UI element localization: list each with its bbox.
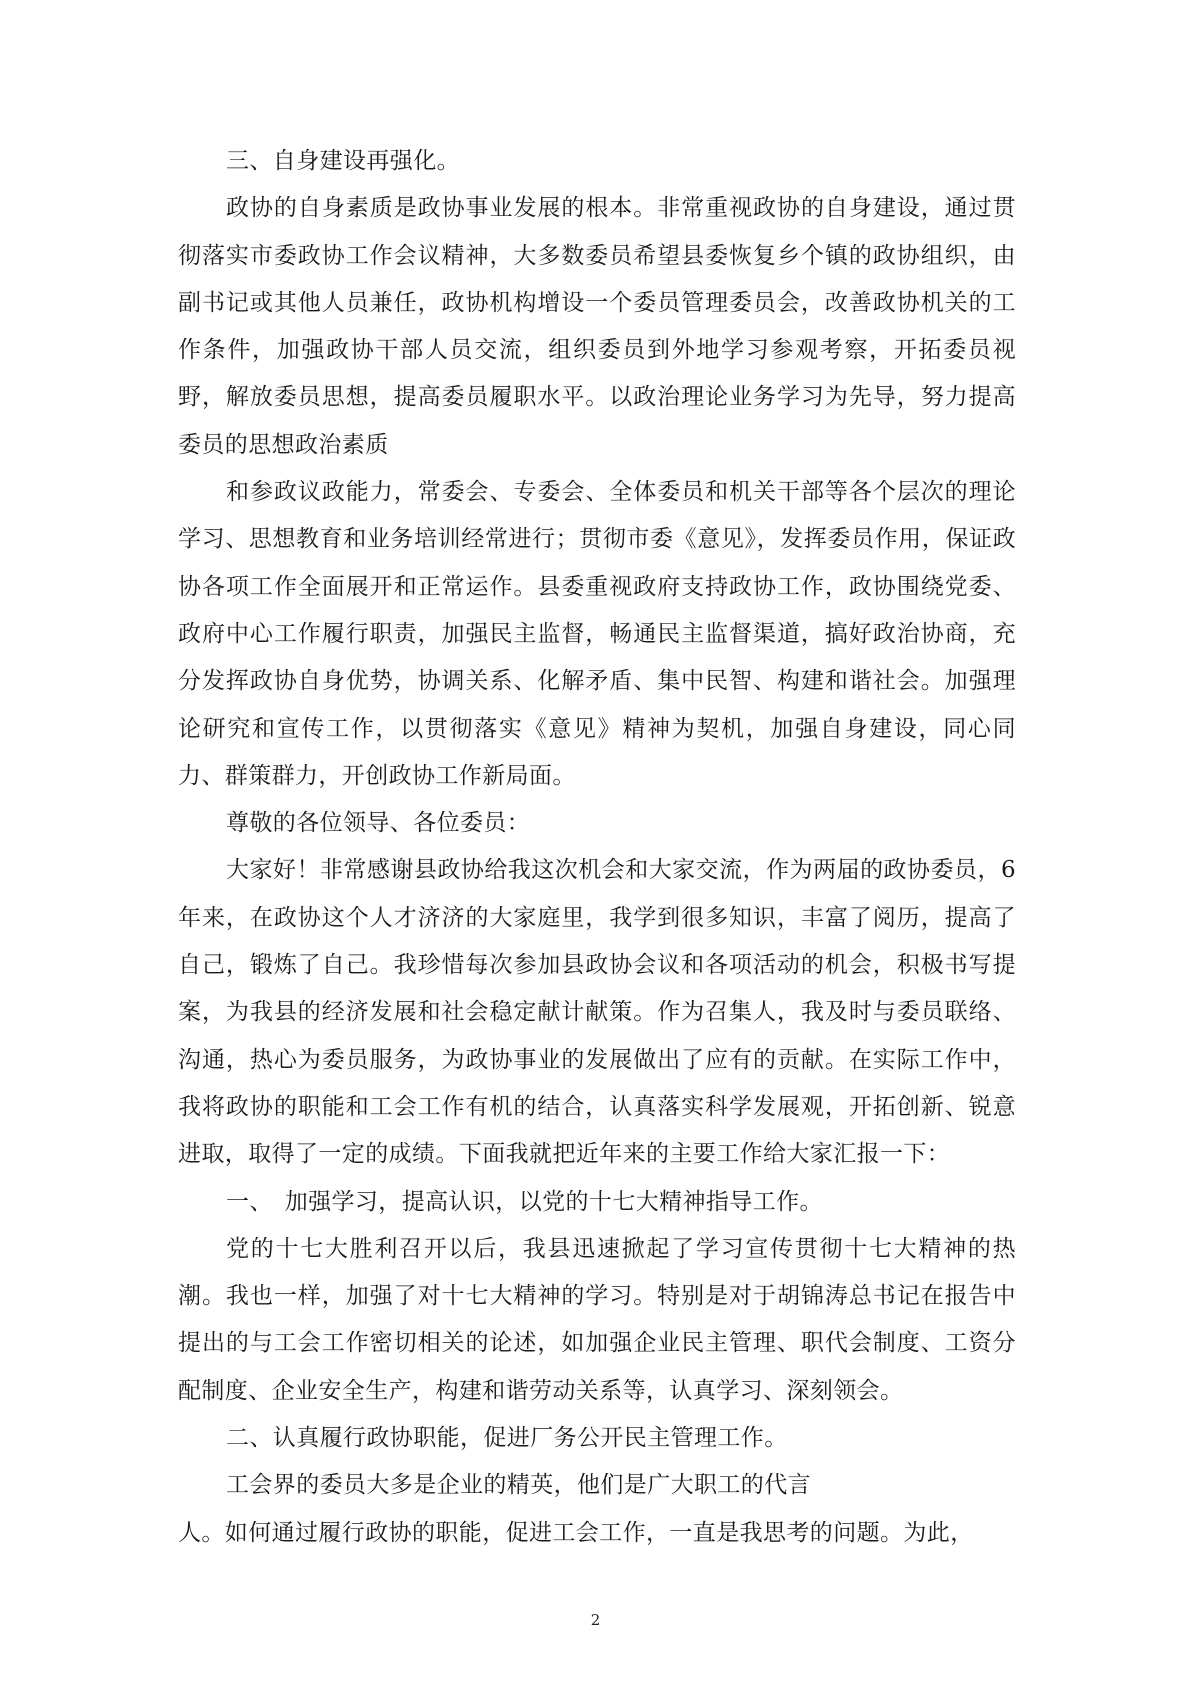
paragraph: 和参政议政能力，常委会、专委会、全体委员和机关干部等各个层次的理论学习、思想教育和业务培训经常进行；贯彻市委《意见》，发挥委员作用，保证政协各项工作全面展开和正常运作。县委重视政府支持政协工作，政协围绕党委、政府中心工作履行职责，加强民主监督，畅通民主监督渠道，搞好政治协商，充分发挥政协自身优势，协调关系、化解矛盾、集中民智、构建和谐社会。加强理论研究和宣传工作，以贯彻落实《意见》精神为契机，加强自身建设，同心同力、群策群力，开创政协工作新局面。 [178, 479, 1016, 789]
paragraph-continued: 人。如何通过履行政协的职能，促进工会工作，一直是我思考的问题。为此， [178, 1519, 974, 1546]
paragraph: 工会界的委员大多是企业的精英，他们是广大职工的代言 [226, 1472, 811, 1499]
section-heading-1: 一、 加强学习，提高认识，以党的十七大精神指导工作。 [226, 1188, 823, 1215]
paragraph: 大家好！非常感谢县政协给我这次机会和大家交流，作为两届的政协委员，6年来，在政协这个人才济济的大家庭里，我学到很多知识，丰富了阅历，提高了自己，锻炼了自己。我珍惜每次参加县政协会议和各项活动的机会，积极书写提案，为我县的经济发展和社会稳定献计献策。作为召集人，我及时与委员联络、沟通，热心为委员服务，为政协事业的发展做出了应有的贡献。在实际工作中，我将政协的职能和工会工作有机的结合，认真落实科学发展观，开拓创新、锐意进取，取得了一定的成绩。下面我就把近年来的主要工作给大家汇报一下： [178, 857, 1016, 1168]
document-body [178, 138, 1016, 1557]
paragraph: 政协的自身素质是政协事业发展的根本。非常重视政协的自身建设，通过贯彻落实市委政协工作会议精神，大多数委员希望县委恢复乡个镇的政协组织，由副书记或其他人员兼任，政协机构增设一个委员管理委员会，改善政协机关的工作条件，加强政协干部人员交流，组织委员到外地学习参观考察，开拓委员视野，解放委员思想，提高委员履职水平。以政治理论业务学习为先导，努力提高委员的思想政治素质 [178, 195, 1016, 458]
section-heading-2: 二、认真履行政协职能，促进厂务公开民主管理工作。 [226, 1425, 788, 1452]
paragraph: 党的十七大胜利召开以后，我县迅速掀起了学习宣传贯彻十七大精神的热潮。我也一样，加强了对十七大精神的学习。特别是对于胡锦涛总书记在报告中提出的与工会工作密切相关的论述，如加强企业民主管理、职代会制度、工资分配制度、企业安全生产，构建和谐劳动关系等，认真学习、深刻领会。 [178, 1235, 1016, 1404]
page-number: 2 [590, 1611, 601, 1629]
section-heading-3: 三、自身建设再强化。 [226, 148, 460, 174]
salutation: 尊敬的各位领导、各位委员： [226, 810, 531, 837]
